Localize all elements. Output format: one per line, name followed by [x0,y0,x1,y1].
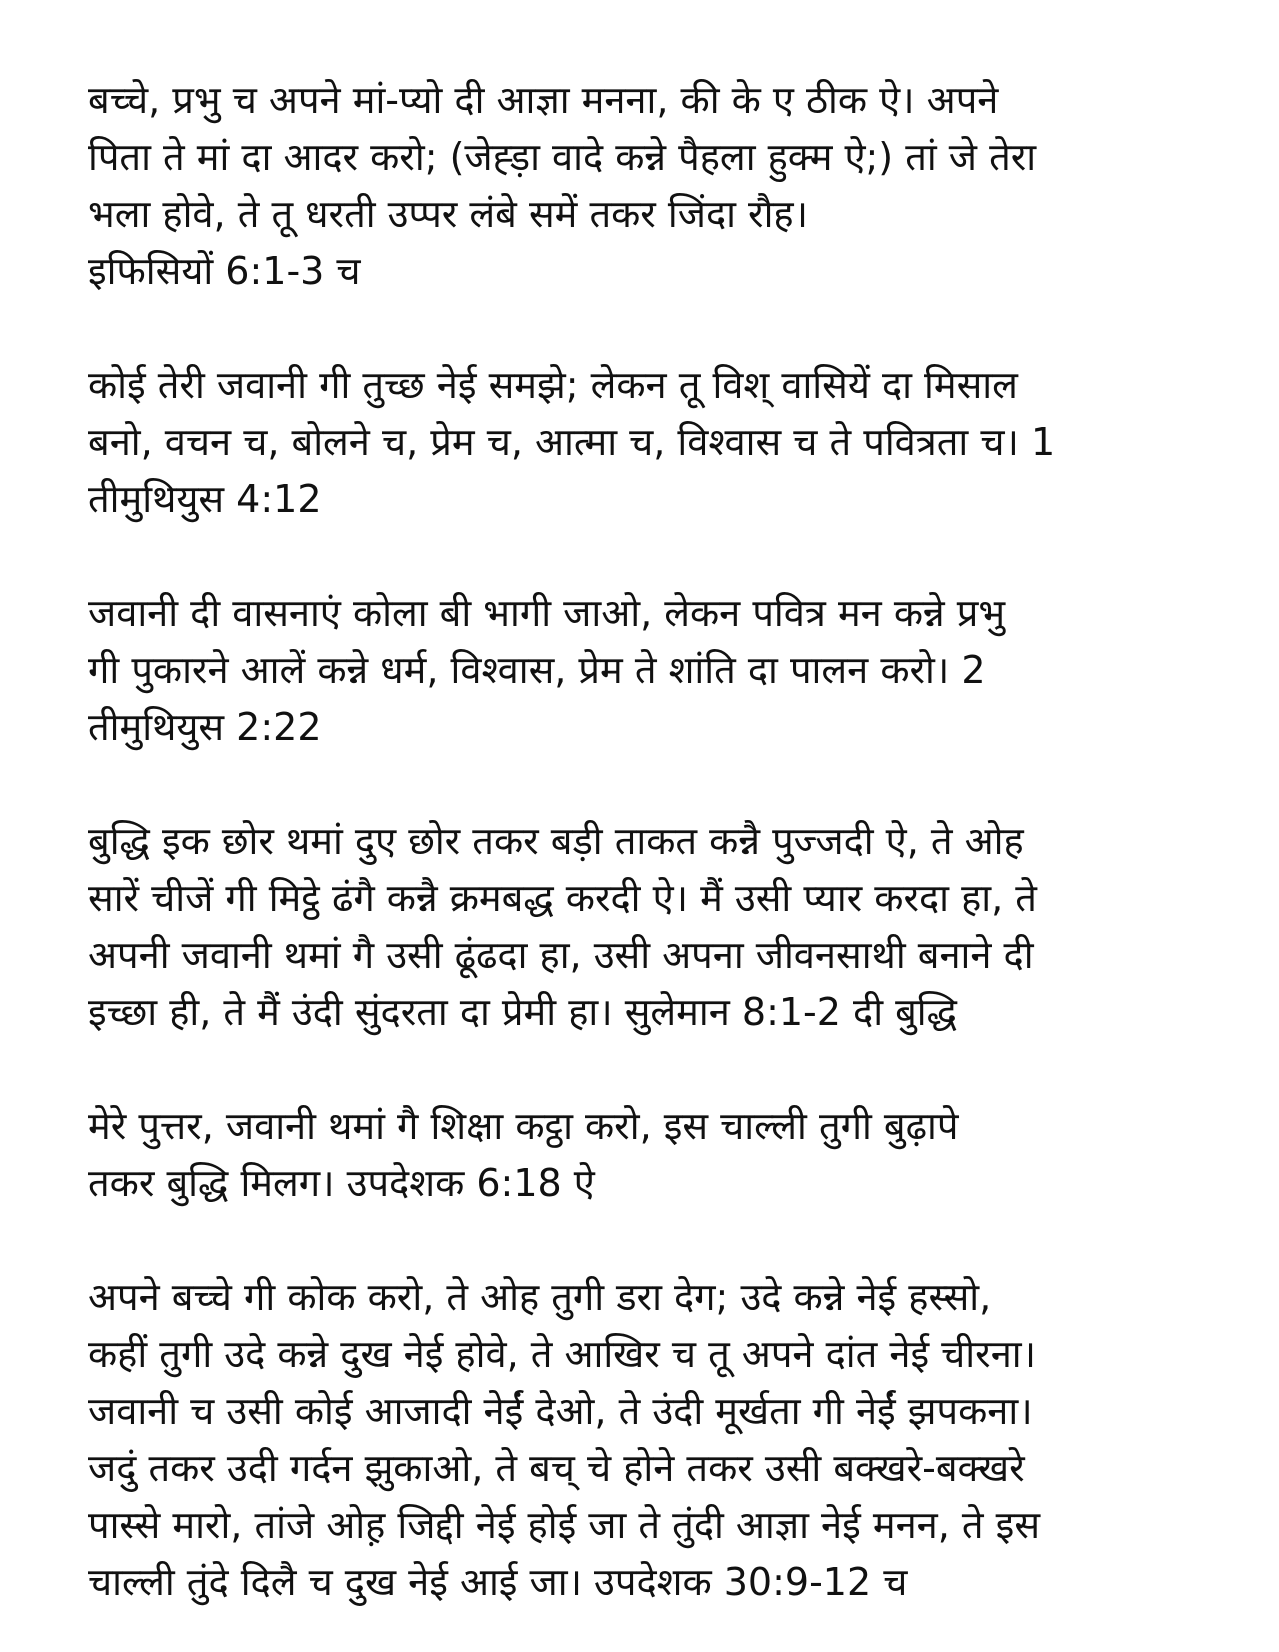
text-line: तकर बुद्धि मिलग। उपदेशक 6:18 ऐ [88,1161,595,1205]
text-line: कहीं तुगी उदे कन्ने दुख नेई होवे, ते आखिर च तू अपने दांत नेई चीरना। [88,1332,1037,1376]
text-line: बनो, वचन च, बोलने च, प्रेम च, आत्मा च, विश्वास च ते पवित्रता च। 1 [88,420,1056,464]
text-line: जवानी दी वासनाएं कोला बी भागी जाओ, लेकन पवित्र मन कन्ने प्रभु [88,591,1006,635]
passage-2-timothy [88,585,1188,756]
passage-1-timothy [88,357,1188,528]
text-line: अपनी जवानी थमां गै उसी ढूंढदा हा, उसी अपना जीवनसाथी बनाने दी [88,933,1034,977]
text-line: पिता ते मां दा आदर करो; (जेह्ड़ा वादे कन्ने पैहला हुक्म ऐ;) तां जे तेरा [88,135,1037,179]
text-line: इच्छा ही, ते मैं उंदी सुंदरता दा प्रेमी हा। सुलेमान 8:1-2 दी बुद्धि [88,990,958,1034]
text-line: जवानी च उसी कोई आजादी नेईं देओ, ते उंदी मूर्खता गी नेईं झपकना। [88,1389,1033,1433]
text-line: मेरे पुत्तर, जवानी थमां गै शिक्षा कट्ठा करो, इस चाल्ली तुगी बुढ़ापे [88,1104,959,1148]
passage-sirach-6 [88,1098,1188,1212]
text-line: गी पुकारने आलें कन्ने धर्म, विश्वास, प्रेम ते शांति दा पालन करो। 2 [88,648,986,692]
text-line: भला होवे, ते तू धरती उप्पर लंबे समें तकर जिंदा रौह। [88,192,809,236]
text-line: चाल्ली तुंदे दिलै च दुख नेई आई जा। उपदेशक 30:9-12 च [88,1560,908,1604]
passage-ephesians [88,72,1188,300]
passage-sirach-30 [88,1269,1188,1611]
text-line: कोई तेरी जवानी गी तुच्छ नेई समझे; लेकन तू विश् वासियें दा मिसाल [88,363,1018,407]
text-line: अपने बच्चे गी कोक करो, ते ओह तुगी डरा देग; उदे कन्ने नेई हस्सो, [88,1275,992,1319]
text-line: बुद्धि इक छोर थमां दुए छोर तकर बड़ी ताकत कन्नै पुज्जदी ऐ, ते ओह [88,819,1024,863]
scripture-reference: तीमुथियुस 4:12 [88,477,322,521]
scripture-reference: इफिसियों 6:1-3 च [88,249,361,293]
text-line: सारें चीजें गी मिट्ठे ढंगै कन्नै क्रमबद्ध करदी ऐ। मैं उसी प्यार करदा हा, ते [88,876,1037,920]
document-page [88,72,1188,1611]
passage-wisdom-of-solomon [88,813,1188,1041]
text-line: बच्चे, प्रभु च अपने मां-प्यो दी आज्ञा मनना, की के ए ठीक ऐ। अपने [88,78,999,122]
text-line: जदुं तकर उदी गर्दन झुकाओ, ते बच् चे होने तकर उसी बक्खरे-बक्खरे [88,1446,1025,1490]
scripture-reference: तीमुथियुस 2:22 [88,705,322,749]
text-line: पास्से मारो, तांजे ओह़ जिद्दी नेई होई जा ते तुंदी आज्ञा नेई मनन, ते इस [88,1503,1041,1547]
